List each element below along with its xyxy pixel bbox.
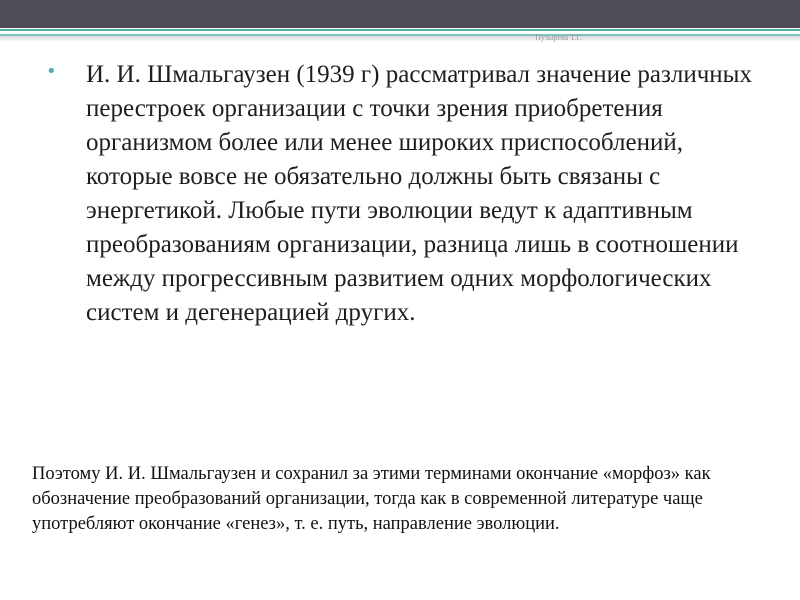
header-bar [0,0,800,28]
header-shadow [0,36,800,42]
note-paragraph: Поэтому И. И. Шмальгаузен и сохранил за этими терминами окончание «морфоз» как обозначение преобразований организации, тогда как в современной литературе чаще употребляют окончание «генез», т. е. путь, направление эволюции. [32,464,711,534]
bullet-item [46,58,766,330]
bullet-text: И. И. Шмальгаузен (1939 г) рассматривал значение различных перестроек организации с точки зрения приобретения организмом более или менее широких приспособлений, которые вовсе не обязательно должны быть связаны с энергетикой. Любые пути эволюции ведут к адаптивным преобразованиям организации, разница лишь в соотношении между прогрессивным развитием одних морфологических систем и дегенерацией других. [86,61,752,326]
bullet-dot-icon: • [46,61,57,82]
accent-line-top [0,29,800,31]
author-label: Пузырева Т.Г. [535,33,582,42]
